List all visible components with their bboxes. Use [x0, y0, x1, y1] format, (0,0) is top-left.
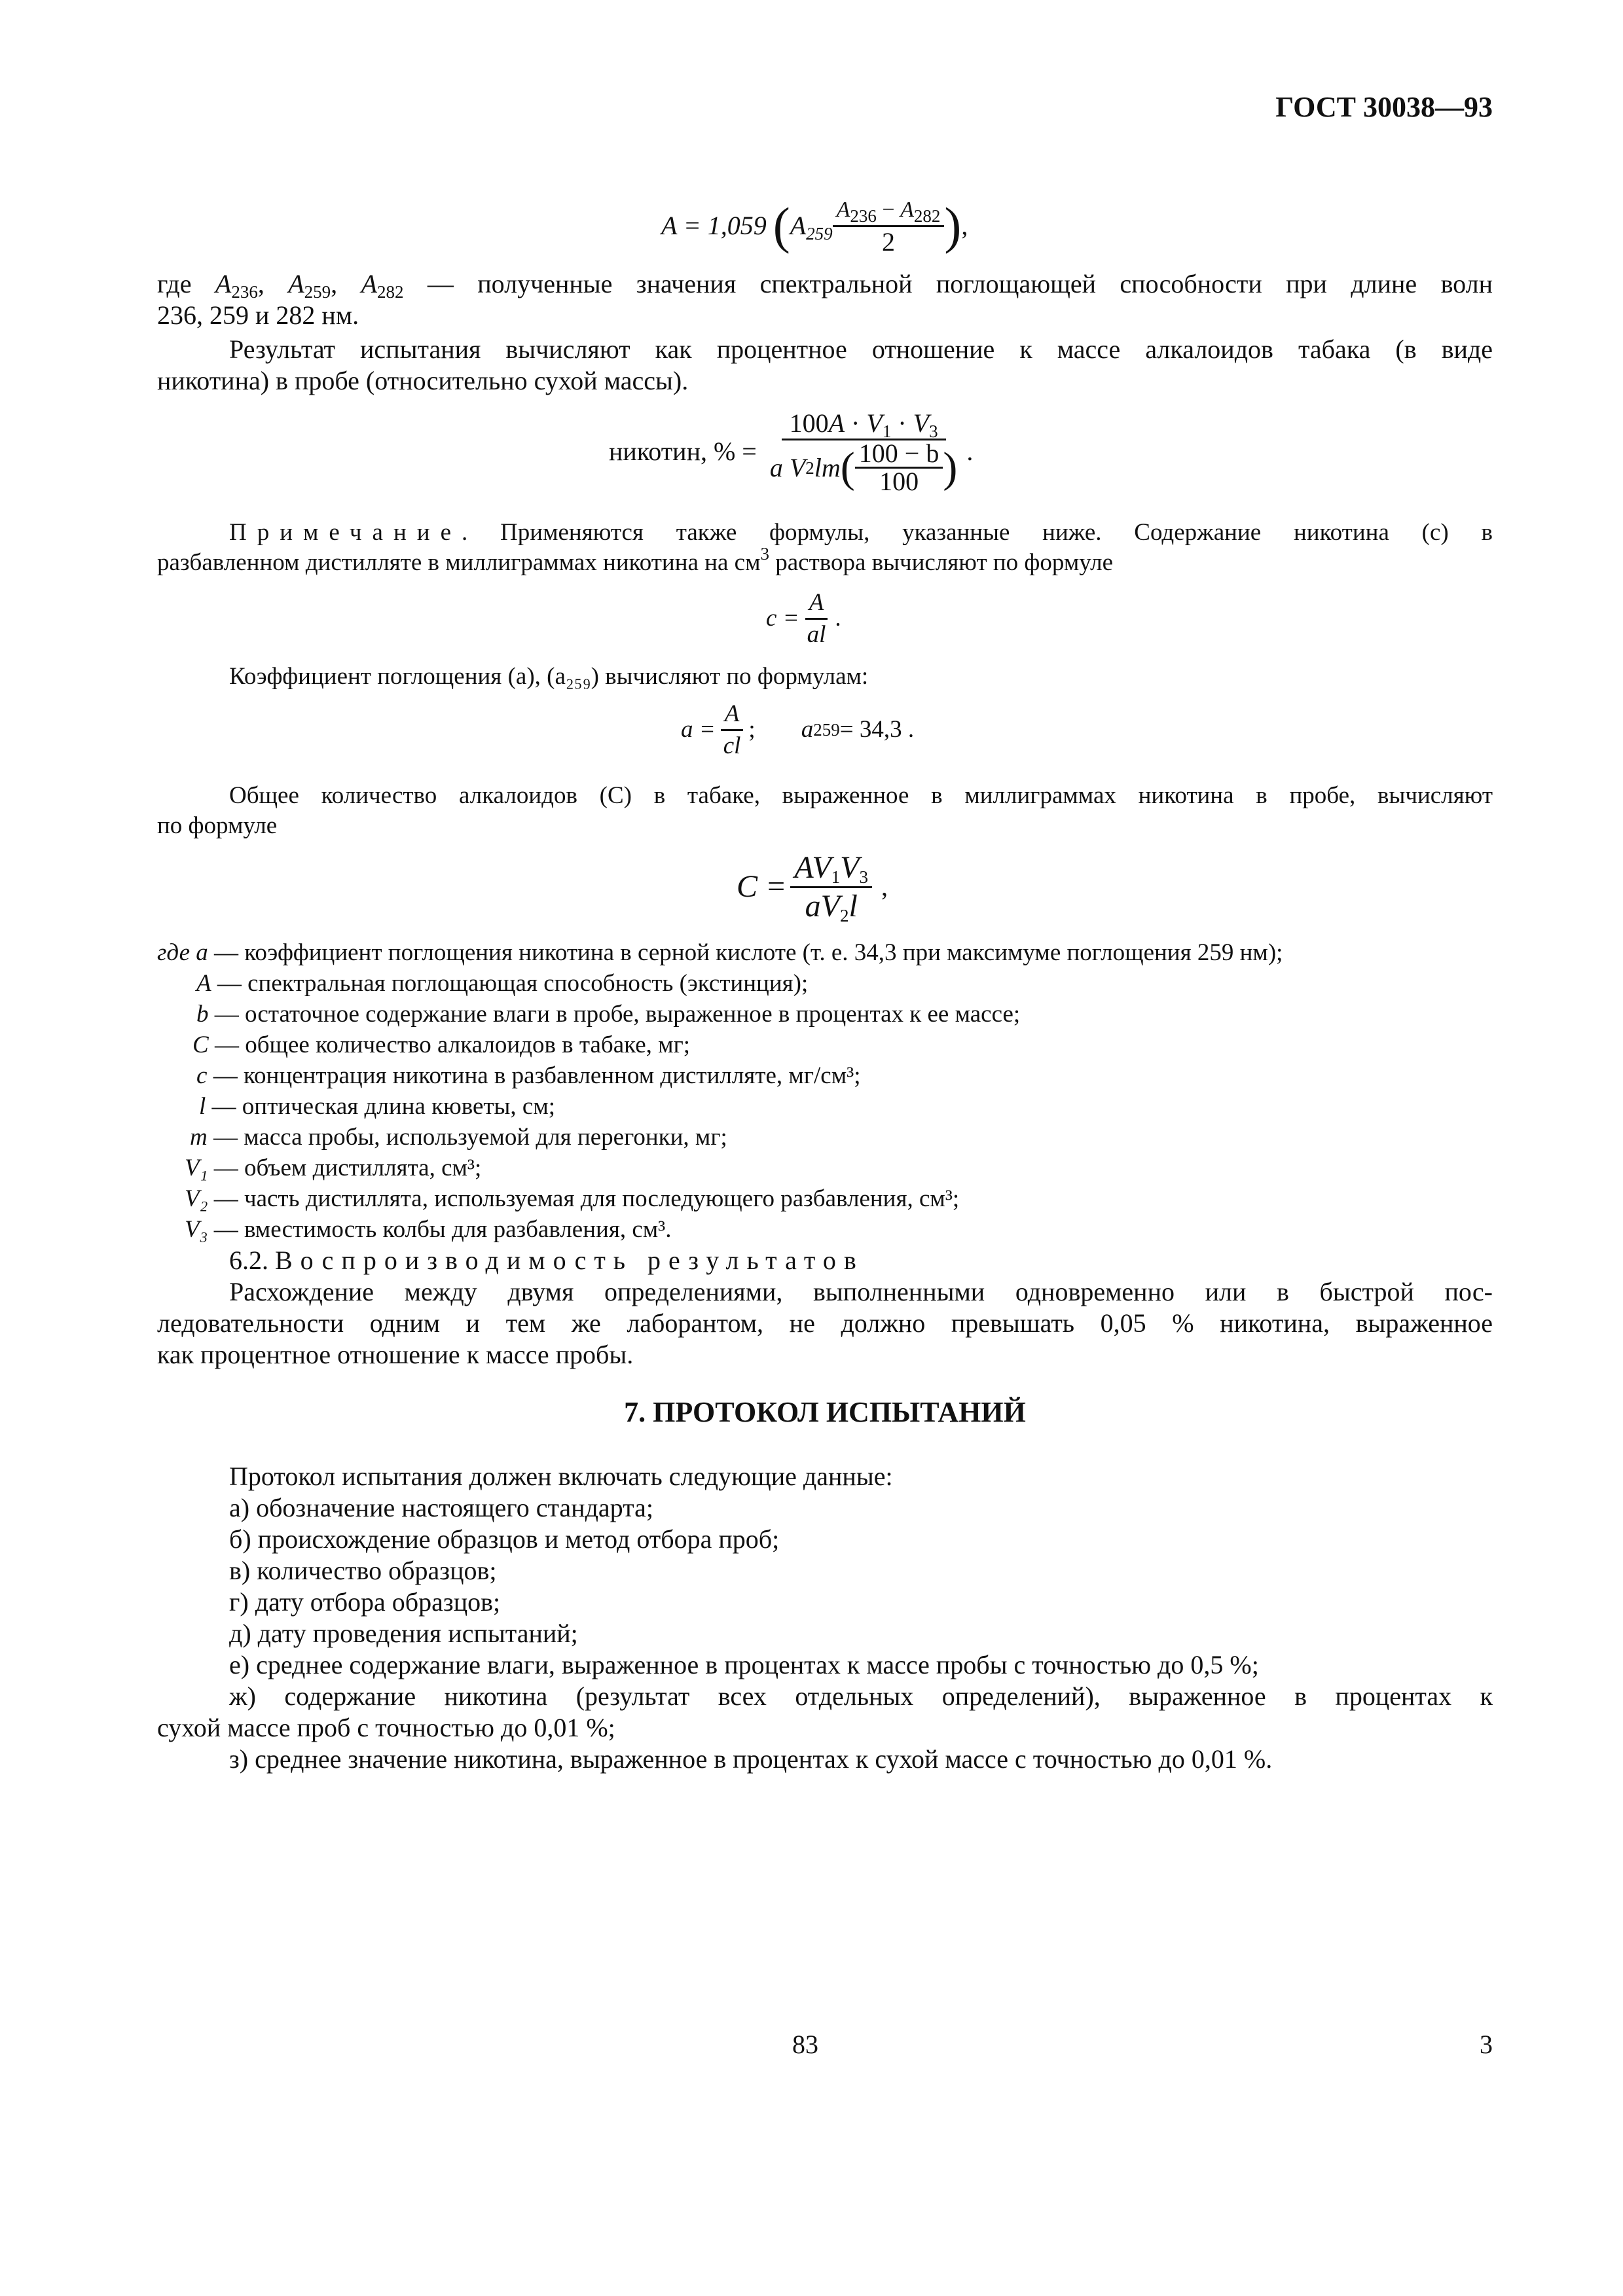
protocol-item-z: з) среднее значение никотина, выраженное в процентах к сухой массе с точностью до 0,01 %. — [229, 1744, 1273, 1774]
legend-item: l — оптическая длина кюветы, см; — [199, 1093, 556, 1120]
protocol-item: б) происхождение образцов и метод отбора проб; — [229, 1524, 780, 1554]
formula-c: c = $\frac{A}{al}$ . — [766, 583, 841, 655]
section-7-heading: 7. ПРОТОКОЛ ИСПЫТАНИЙ — [624, 1396, 1026, 1428]
section-6-2-line2: ледовательности одним и тем же лаборантом, не должно превышать 0,05 % никотина, выраженное — [157, 1308, 1493, 1338]
legend-item: C — общее количество алкалоидов в табаке, мг; — [192, 1031, 691, 1058]
formula-nicotine-fraction — [766, 408, 961, 495]
legend-item: A — спектральная поглощающая способность (экстинция); — [196, 970, 809, 997]
where-a-line2: 236, 259 и 282 нм. — [157, 300, 359, 330]
protocol-item: д) дату проведения испытаний; — [229, 1619, 578, 1648]
formula-nicotine-inner-fraction: $\frac{100 - b}{100}$ — [855, 440, 943, 495]
result-par-line2: никотина) в пробе (относительно сухой массы). — [157, 366, 689, 395]
standard-header: ГОСТ 30038—93 — [1275, 91, 1493, 123]
protocol-item: в) количество образцов; — [229, 1556, 497, 1585]
section-6-2-line1: Расхождение между двумя определениями, выполненными одновременно или в быстрой пос- — [229, 1277, 1493, 1306]
formula-C-fraction: $\frac{AV_1V_3}{aV_2l}$ — [790, 850, 872, 925]
formula-abs-fraction: $\frac{A}{cl}$ — [720, 699, 745, 761]
section-7-intro: Протокол испытания должен включать следующие данные: — [229, 1462, 893, 1491]
total-par-line2: по формуле — [157, 812, 278, 839]
legend-item: V₃ — вместимость колбы для разбавления, см³. — [185, 1216, 672, 1243]
section-6-2-heading: 6.2. Воспроизводимость результатов — [229, 1246, 864, 1275]
legend-item: V₂ — часть дистиллята, используемая для последующего разбавления, см³; — [185, 1185, 960, 1212]
formula-nicotine — [609, 396, 973, 507]
formula-nicotine-denominator: a V 2 lm ( $\frac{100 - b}{100}$ ) — [769, 439, 958, 496]
formula-C: C = $\frac{AV_1V_3}{aV_2l}$ , — [737, 850, 888, 925]
section-6-2-line3: как процентное отношение к массе пробы. — [157, 1340, 634, 1369]
page-number-right: 3 — [1480, 2030, 1493, 2059]
legend-item: c — концентрация никотина в разбавленном дистилляте, мг/см³; — [196, 1062, 861, 1089]
formula-a-a259: $A_{259}$ — [790, 211, 833, 243]
note-line2: разбавленном дистилляте в миллиграммах никотина на $см^3$ раствора вычисляют по формуле — [157, 544, 1114, 576]
formula-a-lhs: A = 1,059 — [661, 211, 767, 240]
legend-item: m — масса пробы, используемой для перегонки, мг; — [190, 1124, 727, 1151]
formula-a-tail: , — [961, 211, 968, 240]
protocol-item-zh-line1: ж) содержание никотина (результат всех отдельных определений), выраженное в процентах к — [229, 1681, 1493, 1711]
formula-c-fraction: $\frac{A}{al}$ — [803, 588, 830, 650]
formula-abs: a = $\frac{A}{cl}$ ; a 259 = 34,3 . — [681, 694, 914, 766]
protocol-item-zh-line2: сухой массе проб с точностью до 0,01 %; — [157, 1713, 615, 1742]
formula-nicotine-numerator: $100A \cdot V_1 \cdot V_3$ — [782, 408, 946, 440]
legend-item: b — остаточное содержание влаги в пробе, выраженное в процентах к ее массе; — [196, 1001, 1021, 1028]
legend-item: где a — коэффициент поглощения никотина в серной кислоте (т. е. 34,3 при максимуме поглощения 259 нм); — [157, 939, 1283, 966]
formula-a-numerator: $A_{236} - A_{282}$ — [833, 195, 945, 227]
protocol-item: а) обозначение настоящего стандарта; — [229, 1493, 653, 1522]
page-number-center: 83 — [792, 2030, 818, 2059]
open-paren: ( — [773, 197, 790, 254]
where-a-line1: где $A_{236}$, $A_{259}$, $A_{282}$ — полученные значения спектральной поглощающей способности при длине волн — [157, 269, 1493, 302]
note-title: Примечание — [229, 519, 462, 546]
formula-a-denominator: 2 — [882, 226, 895, 257]
protocol-item: е) среднее содержание влаги, выраженное в процентах к массе пробы с точностью до 0,5 %; — [229, 1650, 1259, 1679]
result-par-line1: Результат испытания вычисляют как процентное отношение к массе алкалоидов табака (в виде — [229, 334, 1493, 364]
legend-item: V₁ — объем дистиллята, см³; — [185, 1155, 482, 1181]
total-par-line1: Общее количество алкалоидов (C) в табаке, выраженное в миллиграммах никотина в пробе, вычисляют — [229, 782, 1493, 809]
formula-a — [661, 187, 968, 265]
note-line1: Примечание. Применяются также формулы, указанные ниже. Содержание никотина (c) в — [229, 519, 1493, 546]
protocol-item: г) дату отбора образцов; — [229, 1587, 501, 1617]
close-paren: ) — [944, 197, 962, 254]
absorption-line: Коэффициент поглощения (a), (a₂₅₉) вычисляют по формулам: — [229, 663, 869, 690]
formula-nicotine-lhs: никотин, % = — [609, 437, 757, 466]
formula-nicotine-tail: . — [966, 437, 974, 466]
formula-a-fraction — [833, 195, 945, 257]
